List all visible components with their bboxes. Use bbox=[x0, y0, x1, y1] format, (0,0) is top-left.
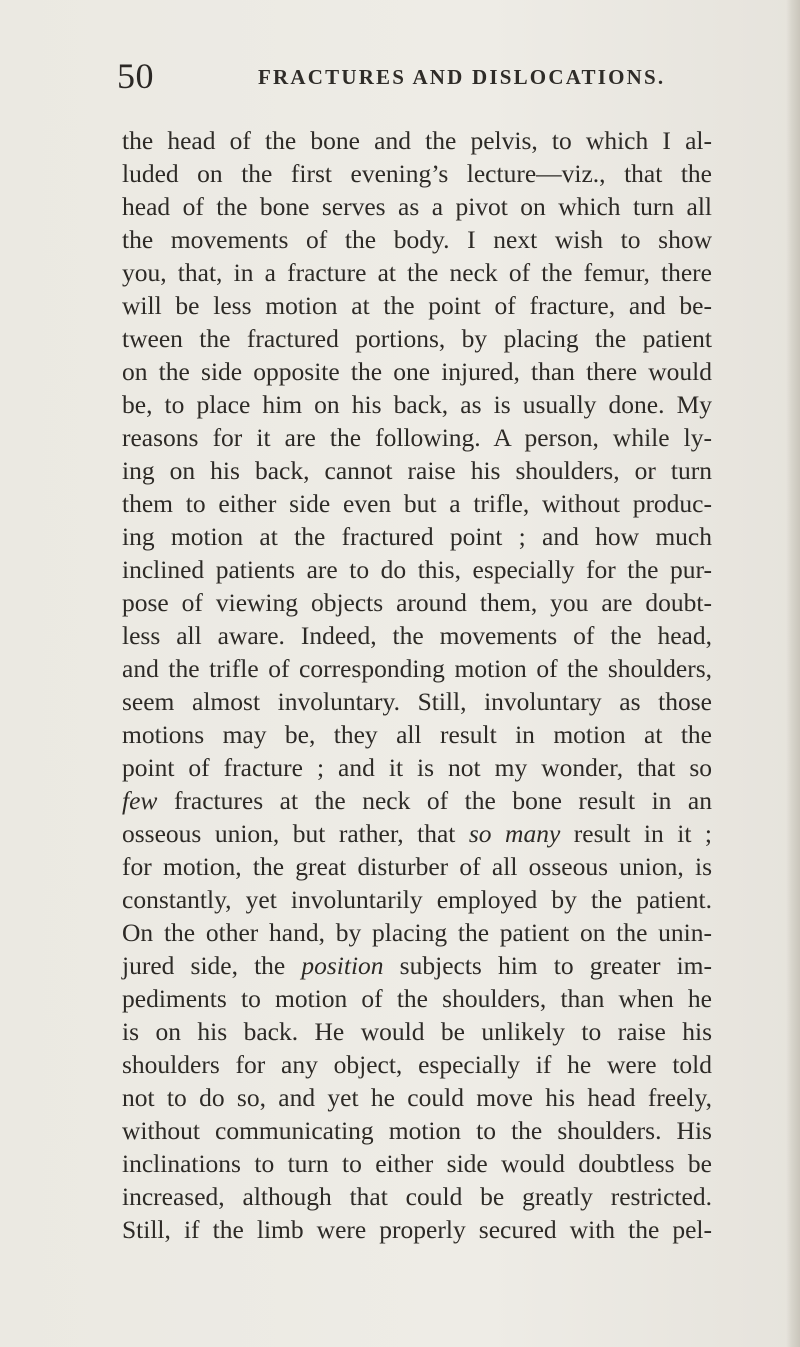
text-line bbox=[122, 1147, 712, 1180]
text-line bbox=[122, 190, 712, 223]
text-segment: luded on the first evening’s lecture—viz., that the bbox=[122, 159, 712, 188]
text-segment: increased, although that could be greatly restricted. bbox=[122, 1182, 712, 1211]
text-segment: less all aware. Indeed, the movements of the head, bbox=[122, 621, 712, 650]
text-segment: On the other hand, by placing the patient on the unin- bbox=[122, 918, 712, 947]
text-line bbox=[122, 355, 712, 388]
text-segment: the head of the bone and the pelvis, to which I al- bbox=[122, 126, 712, 155]
text-line bbox=[122, 586, 712, 619]
text-line bbox=[122, 718, 712, 751]
text-segment: is on his back. He would be unlikely to raise his bbox=[122, 1017, 712, 1046]
italic-segment: so many bbox=[468, 819, 561, 848]
text-segment: will be less motion at the point of fracture, and be- bbox=[122, 291, 712, 320]
text-line bbox=[122, 289, 712, 322]
text-segment: jured side, the bbox=[122, 951, 302, 980]
text-line bbox=[122, 652, 712, 685]
text-line bbox=[122, 388, 712, 421]
text-segment: seem almost involuntary. Still, involuntary as those bbox=[122, 687, 712, 716]
text-segment: osseous union, but rather, that bbox=[122, 819, 469, 848]
text-line bbox=[122, 520, 712, 553]
text-segment: reasons for it are the following. A person, while ly- bbox=[122, 423, 712, 452]
page-number: 50 bbox=[117, 56, 154, 96]
text-line bbox=[122, 883, 712, 916]
text-line bbox=[122, 784, 712, 817]
text-line bbox=[122, 850, 712, 883]
text-segment: for motion, the great disturber of all osseous union, is bbox=[122, 852, 712, 881]
text-segment: not to do so, and yet he could move his head freely, bbox=[122, 1083, 712, 1112]
text-line bbox=[122, 322, 712, 355]
text-segment: pediments to motion of the shoulders, than when he bbox=[122, 984, 712, 1013]
text-segment: be, to place him on his back, as is usually done. My bbox=[122, 390, 712, 419]
text-line bbox=[122, 124, 712, 157]
text-segment: subjects him to greater im- bbox=[383, 951, 713, 980]
text-segment: inclined patients are to do this, especially for the pur- bbox=[122, 555, 712, 584]
text-line bbox=[122, 1213, 712, 1246]
text-line bbox=[122, 949, 712, 982]
text-segment: shoulders for any object, especially if he were told bbox=[122, 1050, 712, 1079]
text-segment: ing motion at the fractured point ; and how much bbox=[122, 522, 712, 551]
text-segment: fractures at the neck of the bone result in an bbox=[157, 786, 712, 815]
text-segment: on the side opposite the one injured, than there would bbox=[122, 357, 712, 386]
text-segment: Still, if the limb were properly secured with the pel- bbox=[122, 1215, 712, 1244]
text-segment: head of the bone serves as a pivot on which turn all bbox=[122, 192, 712, 221]
body-text bbox=[122, 124, 712, 1246]
text-line bbox=[122, 157, 712, 190]
text-segment: ing on his back, cannot raise his shoulders, or turn bbox=[122, 456, 712, 485]
text-segment: point of fracture ; and it is not my wonder, that so bbox=[122, 753, 712, 782]
text-line bbox=[122, 1114, 712, 1147]
text-line bbox=[122, 421, 712, 454]
text-segment: the movements of the body. I next wish to show bbox=[122, 225, 712, 254]
text-line bbox=[122, 817, 712, 850]
text-line bbox=[122, 751, 712, 784]
text-line bbox=[122, 1048, 712, 1081]
running-head bbox=[0, 56, 800, 96]
text-line bbox=[122, 982, 712, 1015]
text-line bbox=[122, 1015, 712, 1048]
text-segment: constantly, yet involuntarily employed by the patient. bbox=[122, 885, 712, 914]
text-segment: motions may be, they all result in motion at the bbox=[122, 720, 712, 749]
italic-segment: few bbox=[122, 786, 158, 815]
text-line bbox=[122, 619, 712, 652]
text-line bbox=[122, 223, 712, 256]
text-line bbox=[122, 1081, 712, 1114]
text-line bbox=[122, 256, 712, 289]
page-edge-shadow bbox=[786, 0, 800, 1347]
text-line bbox=[122, 685, 712, 718]
text-line bbox=[122, 553, 712, 586]
text-segment: tween the fractured portions, by placing the patient bbox=[122, 324, 712, 353]
text-segment: without communicating motion to the shoulders. His bbox=[122, 1116, 712, 1145]
text-line bbox=[122, 454, 712, 487]
text-segment: pose of viewing objects around them, you are doubt- bbox=[122, 588, 712, 617]
text-segment: inclinations to turn to either side would doubtless be bbox=[122, 1149, 712, 1178]
text-segment: and the trifle of corresponding motion of the shoulders, bbox=[122, 654, 712, 683]
text-line bbox=[122, 1180, 712, 1213]
text-line bbox=[122, 916, 712, 949]
italic-segment: position bbox=[301, 951, 384, 980]
text-line bbox=[122, 487, 712, 520]
text-segment: you, that, in a fracture at the neck of the femur, there bbox=[122, 258, 712, 287]
text-segment: them to either side even but a trifle, without produc- bbox=[122, 489, 712, 518]
text-segment: result in it ; bbox=[560, 819, 712, 848]
running-title: FRACTURES AND DISLOCATIONS. bbox=[258, 65, 666, 89]
